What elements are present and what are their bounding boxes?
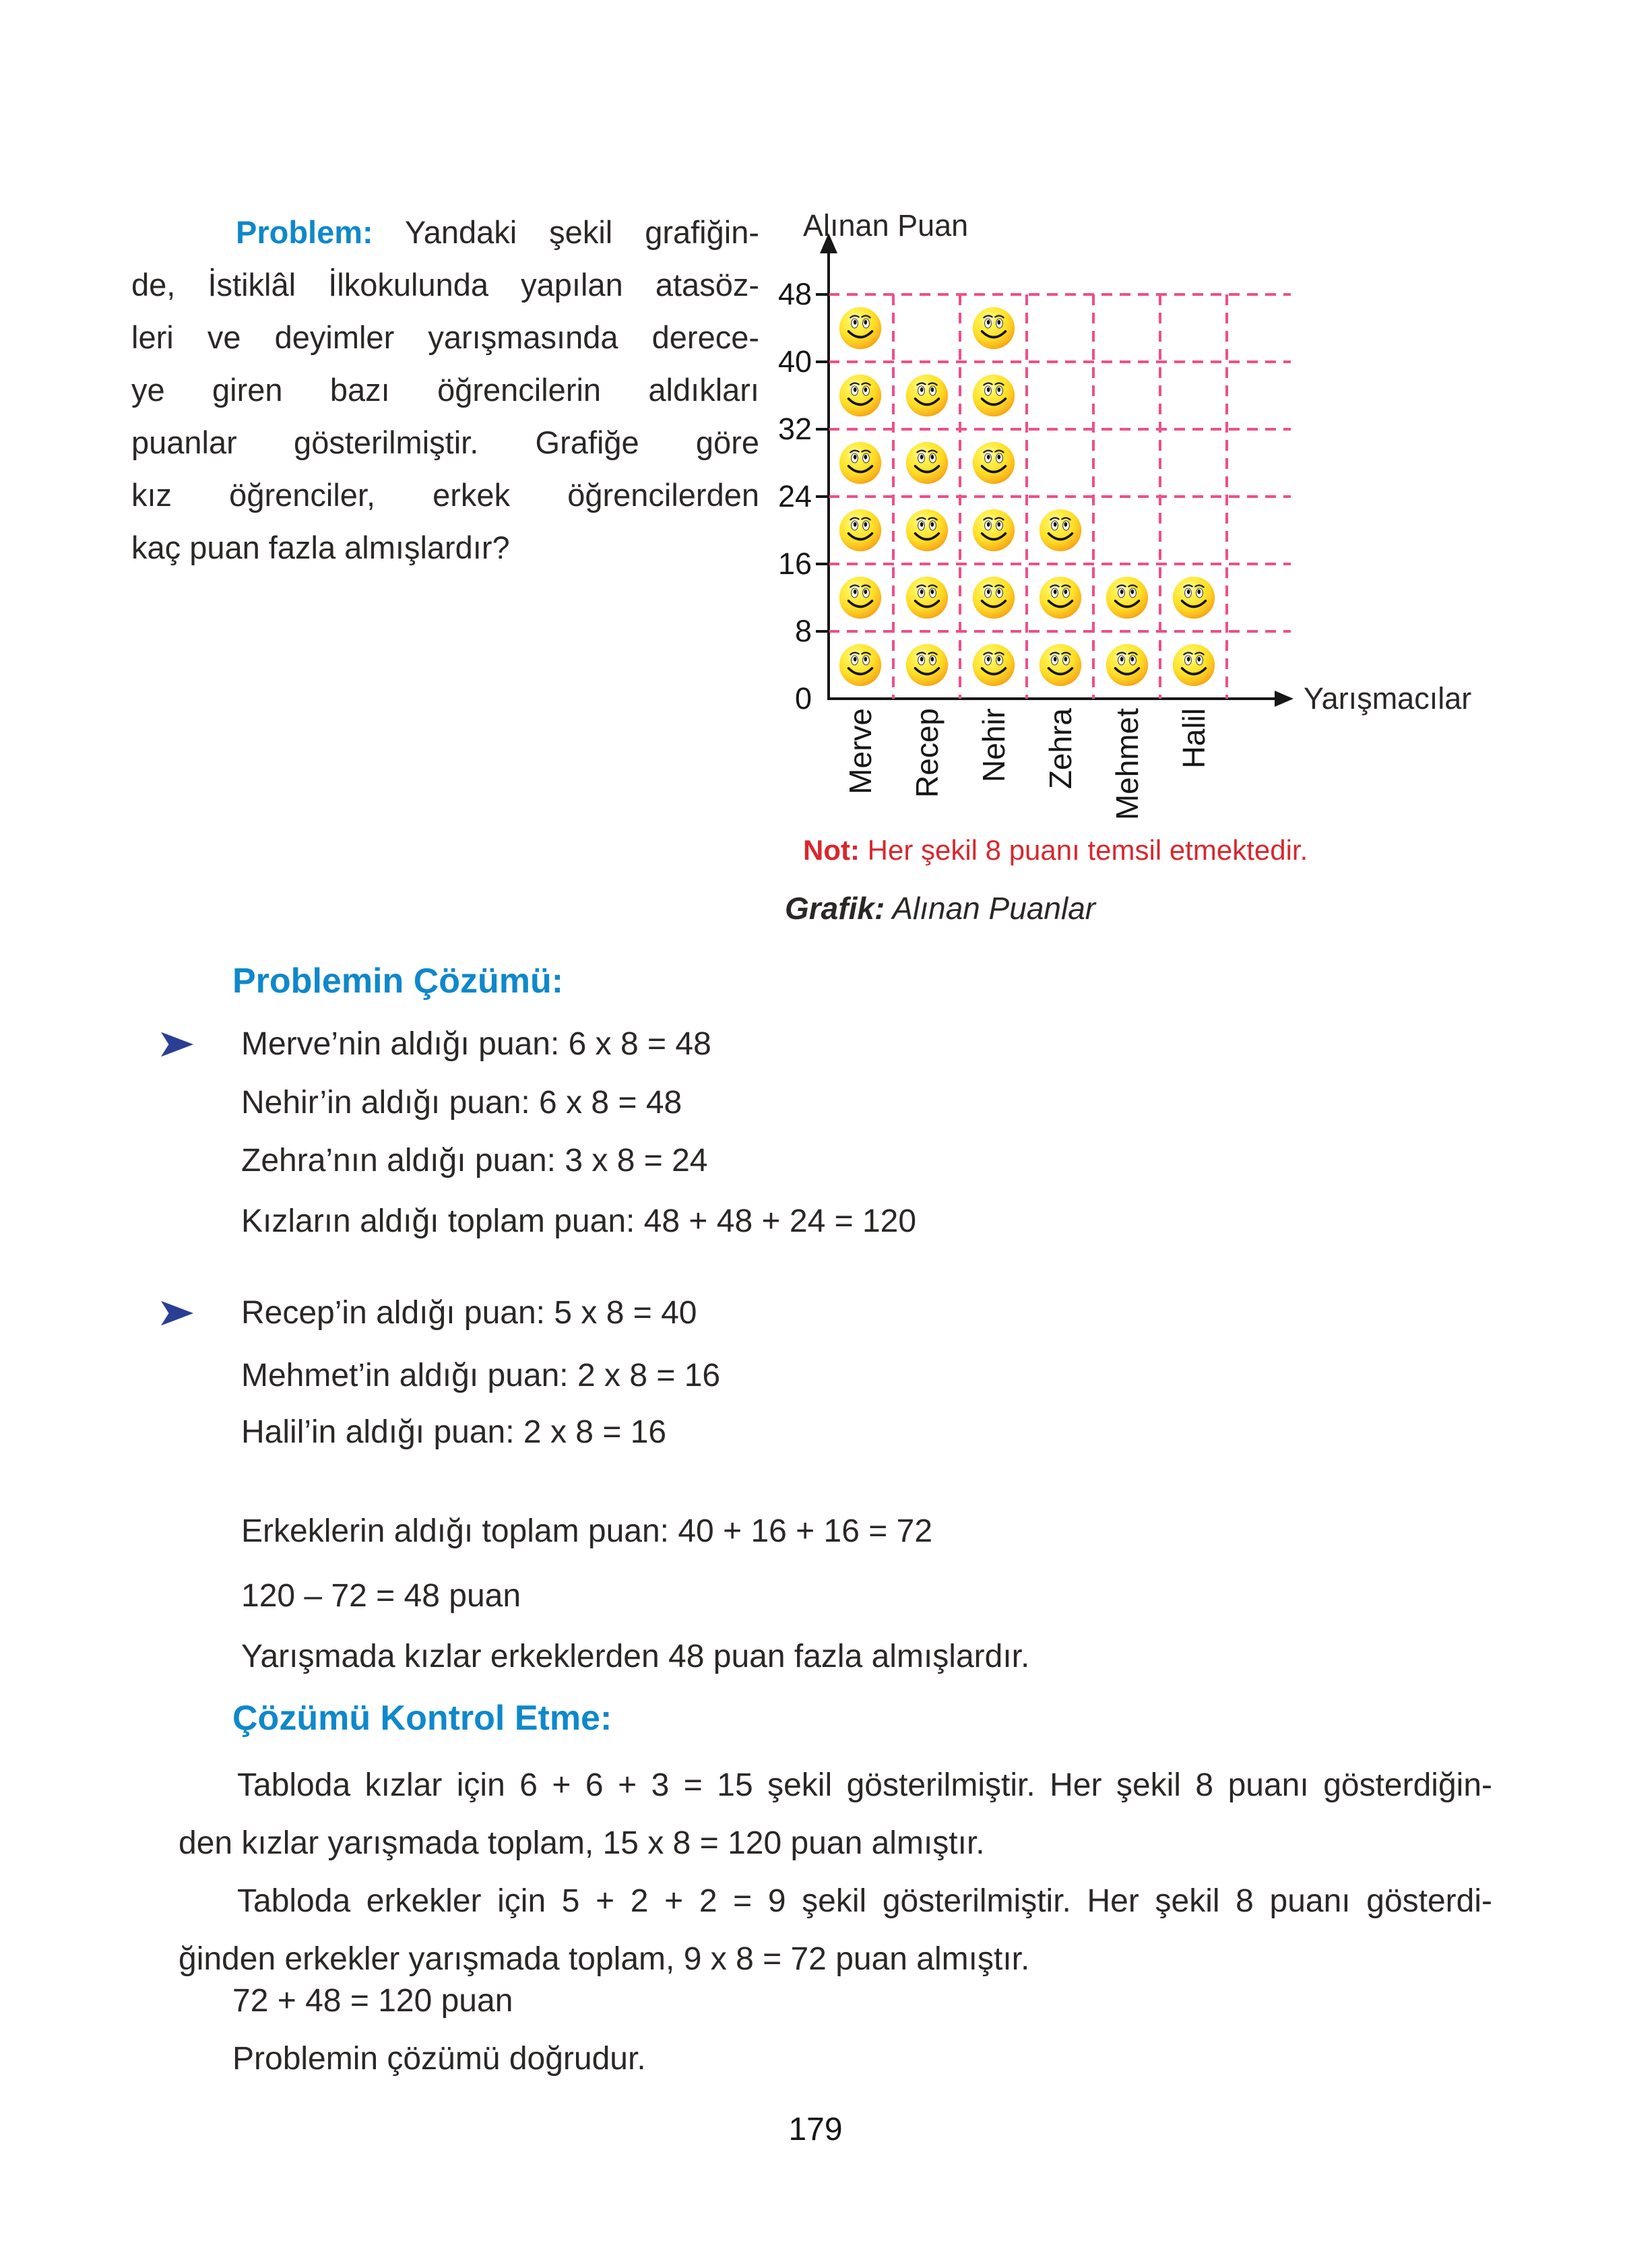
y-axis bbox=[827, 253, 830, 700]
solution-line: Merve’nin aldığı puan: 6 x 8 = 48 bbox=[241, 1026, 711, 1062]
y-tick-mark bbox=[816, 563, 829, 565]
y-tick-label: 0 bbox=[794, 681, 812, 716]
grid-line-vertical bbox=[1225, 294, 1228, 699]
smiley-face-icon bbox=[837, 642, 883, 688]
problem-line: puanlar gösterilmiştir. Grafiğe göre bbox=[131, 424, 759, 460]
problem-line bbox=[131, 206, 759, 259]
page-number: 179 bbox=[788, 2112, 843, 2147]
bullet-arrow-icon bbox=[160, 1030, 195, 1059]
solution-line: Recep’in aldığı puan: 5 x 8 = 40 bbox=[241, 1295, 697, 1331]
x-axis-arrowhead-icon bbox=[1275, 691, 1293, 707]
solution-line: Mehmet’in aldığı puan: 2 x 8 = 16 bbox=[241, 1358, 721, 1393]
category-label: Halil bbox=[1176, 708, 1211, 769]
smiley-face-icon bbox=[1104, 642, 1150, 688]
solution-line: Nehir’in aldığı puan: 6 x 8 = 48 bbox=[241, 1085, 682, 1121]
smiley-face-icon bbox=[971, 575, 1017, 621]
smiley-face-icon bbox=[1171, 575, 1217, 621]
grid-line-horizontal bbox=[829, 428, 1291, 431]
check-line: Tabloda kızlar için 6 + 6 + 3 = 15 şekil gösterilmiştir. Her şekil 8 puanı gösterdiğin- bbox=[237, 1767, 1492, 1803]
chart-caption bbox=[785, 889, 1095, 927]
y-tick-label: 8 bbox=[794, 614, 812, 648]
solution-line: 120 – 72 = 48 puan bbox=[241, 1578, 521, 1614]
smiley-face-icon bbox=[904, 575, 950, 621]
y-tick-label: 40 bbox=[777, 344, 812, 379]
plot-area bbox=[741, 189, 1590, 869]
caption-text: Alınan Puanlar bbox=[885, 891, 1096, 926]
smiley-face-icon bbox=[837, 373, 883, 418]
smiley-face-icon bbox=[971, 373, 1017, 418]
check-line: Tabloda erkekler için 5 + 2 + 2 = 9 şekil gösterilmiştir. Her şekil 8 puanı gösterdi- bbox=[237, 1883, 1492, 1919]
smiley-face-icon bbox=[904, 373, 950, 418]
y-tick-mark bbox=[816, 293, 829, 296]
problem-line: de, İstiklâl İlkokulunda yapılan atasöz- bbox=[131, 267, 759, 303]
grid-line-horizontal bbox=[829, 630, 1291, 633]
y-tick-mark bbox=[816, 495, 829, 498]
problem-line: kız öğrenciler, erkek öğrencilerden bbox=[131, 477, 759, 513]
check-line: ğinden erkekler yarışmada toplam, 9 x 8 = 72 puan almıştır. bbox=[179, 1941, 1030, 1977]
smiley-face-icon bbox=[1037, 507, 1083, 553]
smiley-face-icon bbox=[971, 440, 1017, 486]
smiley-face-icon bbox=[971, 642, 1017, 688]
smiley-face-icon bbox=[1104, 575, 1150, 621]
smiley-face-icon bbox=[904, 507, 950, 553]
category-label: Zehra bbox=[1042, 708, 1078, 790]
grid-line-vertical bbox=[1092, 294, 1095, 699]
check-line: Problemin çözümü doğrudur. bbox=[232, 2041, 646, 2077]
x-axis-title: Yarışmacılar bbox=[1304, 681, 1472, 716]
check-heading: Çözümü Kontrol Etme: bbox=[232, 1699, 612, 1738]
y-axis-title: Alınan Puan bbox=[803, 208, 969, 243]
y-tick-label: 48 bbox=[777, 277, 812, 311]
category-label: Merve bbox=[842, 708, 878, 794]
grid-line-horizontal bbox=[829, 360, 1291, 363]
solution-line: Yarışmada kızlar erkeklerden 48 puan fazla almışlardır. bbox=[241, 1639, 1030, 1674]
chart-note bbox=[803, 831, 1308, 869]
caption-label: Grafik: bbox=[785, 891, 885, 926]
smiley-face-icon bbox=[837, 575, 883, 621]
smiley-face-icon bbox=[837, 507, 883, 553]
grid-line-horizontal bbox=[829, 495, 1291, 498]
category-label: Nehir bbox=[976, 708, 1011, 782]
y-tick-label: 32 bbox=[777, 412, 812, 446]
pictograph-chart bbox=[741, 189, 1590, 869]
solution-line: Zehra’nın aldığı puan: 3 x 8 = 24 bbox=[241, 1143, 708, 1178]
problem-line: leri ve deyimler yarışmasında derece- bbox=[131, 319, 759, 355]
smiley-face-icon bbox=[971, 507, 1017, 553]
solution-line: Halil’in aldığı puan: 2 x 8 = 16 bbox=[241, 1414, 667, 1450]
grid-line-horizontal bbox=[829, 293, 1291, 296]
y-tick-label: 16 bbox=[777, 546, 812, 581]
note-text: Her şekil 8 puanı temsil etmektedir. bbox=[859, 834, 1308, 866]
grid-line-vertical bbox=[892, 294, 895, 699]
problem-line: kaç puan fazla almışlardır? bbox=[131, 530, 510, 565]
note-label: Not: bbox=[803, 834, 860, 866]
problem-line-text: Yandaki şekil grafiğin- bbox=[373, 214, 759, 250]
grid-line-vertical bbox=[1159, 294, 1161, 699]
smiley-face-icon bbox=[904, 440, 950, 486]
smiley-face-icon bbox=[1037, 642, 1083, 688]
problem-paragraph bbox=[131, 206, 759, 574]
bullet-arrow-icon bbox=[160, 1299, 195, 1327]
smiley-face-icon bbox=[1037, 575, 1083, 621]
grid-line-vertical bbox=[1025, 294, 1028, 699]
solution-heading: Problemin Çözümü: bbox=[232, 962, 564, 1001]
grid-line-horizontal bbox=[829, 563, 1291, 565]
category-label: Recep bbox=[909, 708, 945, 798]
category-label: Mehmet bbox=[1109, 708, 1145, 821]
solution-line: Erkeklerin aldığı toplam puan: 40 + 16 + 16 = 72 bbox=[241, 1513, 933, 1549]
smiley-face-icon bbox=[971, 305, 1017, 351]
smiley-face-icon bbox=[904, 642, 950, 688]
check-line: den kızlar yarışmada toplam, 15 x 8 = 120 puan almıştır. bbox=[179, 1825, 985, 1861]
problem-label: Problem: bbox=[236, 214, 373, 250]
smiley-face-icon bbox=[1171, 642, 1217, 688]
smiley-face-icon bbox=[837, 440, 883, 486]
solution-line: Kızların aldığı toplam puan: 48 + 48 + 24 = 120 bbox=[241, 1203, 917, 1239]
y-axis-arrowhead-icon bbox=[820, 233, 837, 253]
y-tick-label: 24 bbox=[777, 479, 812, 513]
grid-line-vertical bbox=[959, 294, 961, 699]
y-tick-mark bbox=[816, 630, 829, 633]
y-tick-mark bbox=[816, 360, 829, 363]
problem-line: ye giren bazı öğrencilerin aldıkları bbox=[131, 372, 759, 408]
y-tick-mark bbox=[816, 428, 829, 431]
smiley-face-icon bbox=[837, 305, 883, 351]
check-line: 72 + 48 = 120 puan bbox=[232, 1983, 513, 2019]
